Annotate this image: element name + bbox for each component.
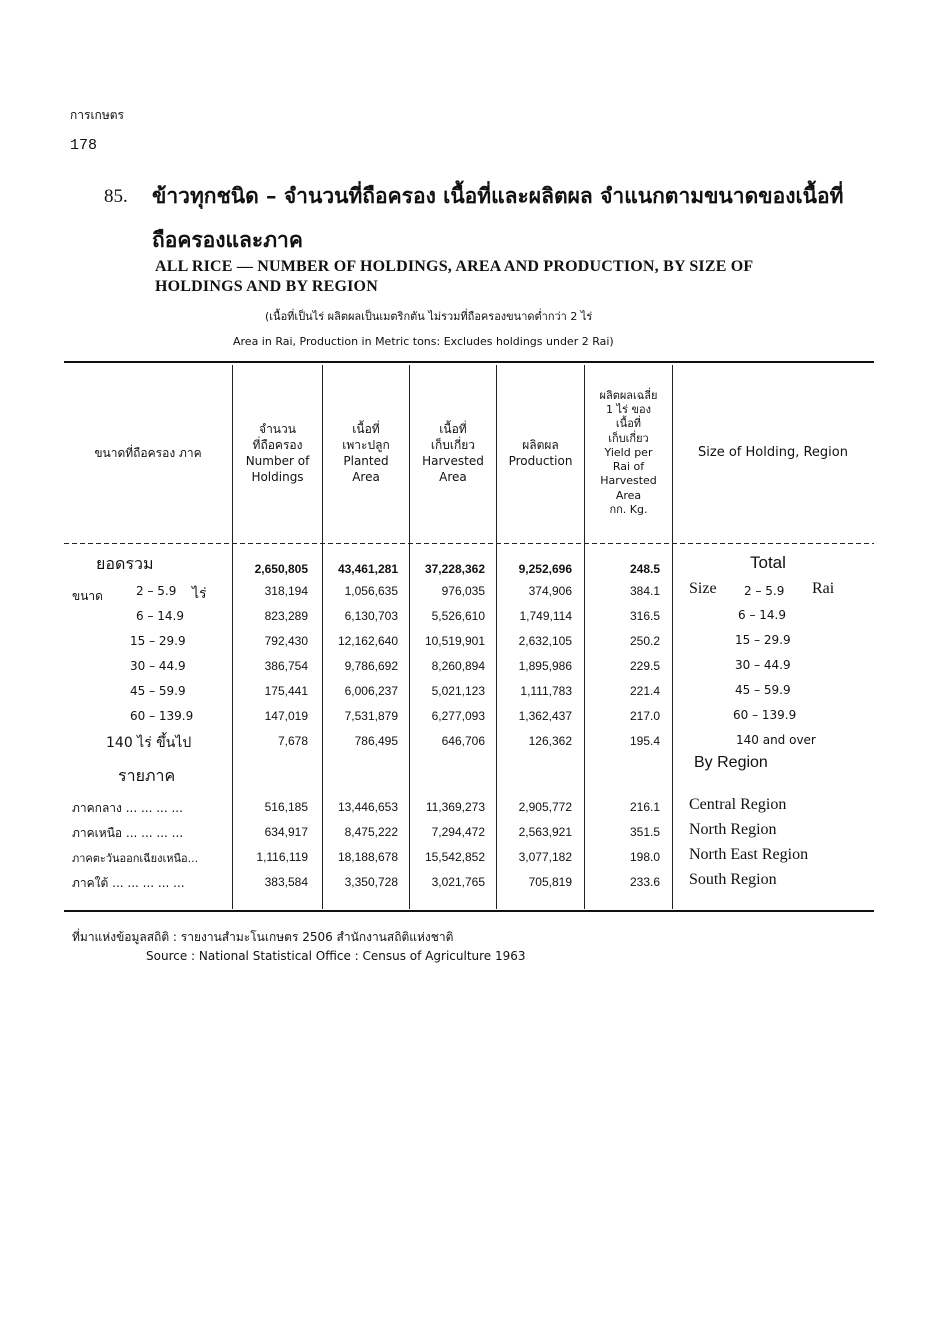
table-bottom-rule [64, 910, 874, 912]
page-number: 178 [70, 137, 98, 154]
region-planted: 18,188,678 [337, 850, 398, 864]
size-planted: 786,495 [354, 734, 398, 748]
size-prefix: ขนาด [72, 589, 103, 603]
size-production: 2,632,105 [518, 634, 572, 648]
table-top-rule [64, 361, 874, 363]
region-holdings: 383,584 [264, 875, 308, 889]
size-holdings: 7,678 [277, 734, 308, 748]
region-planted: 13,446,653 [337, 800, 398, 814]
size-en-label: 30 – 44.9 [735, 658, 791, 672]
size-yield: 195.4 [629, 734, 660, 748]
size-yield: 221.4 [629, 684, 660, 698]
region-en-label: South Region [689, 871, 777, 888]
size-holdings: 175,441 [264, 684, 308, 698]
size-harvested: 10,519,901 [424, 634, 485, 648]
title-thai-line1: ข้าวทุกชนิด – จำนวนที่ถือครอง เนื้อที่และผลิตผล จำแนกตามขนาดของเนื้อที่ [152, 183, 844, 208]
region-yield: 233.6 [629, 875, 660, 889]
size-production: 1,362,437 [518, 709, 572, 723]
region-production: 2,563,921 [518, 825, 572, 839]
total-label-thai: ยอดรวม [96, 554, 154, 573]
size-suffix: ไร่ [192, 586, 207, 602]
region-production: 705,819 [528, 875, 572, 889]
header-holdings: จำนวน ที่ถือครอง Number of Holdings [245, 421, 310, 485]
region-harvested: 3,021,765 [431, 875, 485, 889]
region-yield: 198.0 [629, 850, 660, 864]
region-planted: 3,350,728 [344, 875, 398, 889]
size-yield: 229.5 [629, 659, 660, 673]
region-label: ภาคตะวันออกเฉียงเหนือ... [72, 852, 199, 865]
region-holdings: 516,185 [264, 800, 308, 814]
size-label: 140 ไร่ ขึ้นไป [106, 735, 192, 751]
region-heading-thai: รายภาค [118, 766, 176, 785]
total-holdings: 2,650,805 [254, 562, 308, 576]
size-en-label: 2 – 5.9 [744, 584, 785, 598]
size-holdings: 823,289 [264, 609, 308, 623]
size-holdings: 386,754 [264, 659, 308, 673]
size-label: 60 – 139.9 [130, 709, 194, 723]
size-production: 1,111,783 [520, 684, 572, 698]
region-production: 3,077,182 [518, 850, 572, 864]
region-holdings: 1,116,119 [256, 850, 308, 864]
header-yield: ผลิตผลเฉลี่ย 1 ไร่ ของ เนื้อที่ เก็บเกี่ยว Yield per Rai of Harvested Area กก. Kg. [599, 388, 658, 517]
size-yield: 250.2 [629, 634, 660, 648]
region-label: ภาคใต้ ... ... ... ... ... [72, 876, 185, 890]
total-harvested: 37,228,362 [424, 562, 485, 576]
size-yield: 384.1 [629, 584, 660, 598]
region-en-label: North East Region [689, 846, 809, 863]
size-en-label: 140 and over [736, 733, 816, 747]
section-header: การเกษตร [70, 108, 124, 122]
region-en-label: Central Region [689, 796, 787, 813]
region-en-label: North Region [689, 821, 777, 838]
source-english: Source : National Statistical Office : Census of Agriculture 1963 [146, 949, 526, 963]
size-harvested: 6,277,093 [431, 709, 485, 723]
size-planted: 12,162,640 [337, 634, 398, 648]
size-yield: 316.5 [629, 609, 660, 623]
size-production: 126,362 [528, 734, 572, 748]
region-harvested: 11,369,273 [425, 800, 485, 814]
size-planted: 1,056,635 [344, 584, 398, 598]
size-planted: 6,130,703 [344, 609, 398, 623]
size-label: 6 – 14.9 [136, 609, 184, 623]
total-production: 9,252,696 [518, 562, 572, 576]
table-number: 85. [104, 186, 128, 207]
title-english-line1: ALL RICE — NUMBER OF HOLDINGS, AREA AND PRODUCTION, BY SIZE OF [155, 258, 754, 275]
size-holdings: 147,019 [264, 709, 308, 723]
size-holdings: 318,194 [264, 584, 308, 598]
size-harvested: 646,706 [441, 734, 485, 748]
size-en-label: 60 – 139.9 [733, 708, 797, 722]
region-planted: 8,475,222 [344, 825, 398, 839]
note-thai: (เนื้อที่เป็นไร่ ผลิตผลเป็นเมตริกตัน ไม่รวมที่ถือครองขนาดต่ำกว่า 2 ไร่ [265, 310, 593, 323]
region-holdings: 634,917 [264, 825, 308, 839]
total-planted: 43,461,281 [337, 562, 398, 576]
region-production: 2,905,772 [518, 800, 572, 814]
size-harvested: 8,260,894 [431, 659, 485, 673]
size-harvested: 976,035 [441, 584, 485, 598]
region-label: ภาคกลาง ... ... ... ... [72, 801, 183, 815]
size-yield: 217.0 [629, 709, 660, 723]
region-harvested: 7,294,472 [431, 825, 485, 839]
size-en-label: 15 – 29.9 [735, 633, 791, 647]
size-en-suffix: Rai [812, 580, 835, 597]
note-english: Area in Rai, Production in Metric tons: Excludes holdings under 2 Rai) [233, 335, 614, 348]
size-label: 15 – 29.9 [130, 634, 186, 648]
size-label: 45 – 59.9 [130, 684, 186, 698]
region-label: ภาคเหนือ ... ... ... ... [72, 826, 184, 840]
region-harvested: 15,542,852 [424, 850, 485, 864]
size-label: 30 – 44.9 [130, 659, 186, 673]
size-production: 374,906 [528, 584, 572, 598]
header-divider [64, 543, 874, 544]
title-thai-line2: ถือครองและภาค [152, 227, 303, 252]
total-yield: 248.5 [629, 562, 660, 576]
region-yield: 216.1 [629, 800, 660, 814]
header-label-english: Size of Holding, Region [698, 445, 848, 461]
total-label-english: Total [750, 553, 786, 572]
size-harvested: 5,526,610 [431, 609, 485, 623]
region-yield: 351.5 [629, 825, 660, 839]
source-thai: ที่มาแห่งข้อมูลสถิติ : รายงานสำมะโนเกษตร 2506 สำนักงานสถิติแห่งชาติ [72, 930, 454, 944]
header-planted-area: เนื้อที่ เพาะปลูก Planted Area [342, 421, 390, 485]
header-harvested-area: เนื้อที่ เก็บเกี่ยว Harvested Area [422, 421, 484, 485]
header-label-thai: ขนาดที่ถือครอง ภาค [94, 445, 202, 460]
size-production: 1,895,986 [518, 659, 572, 673]
size-planted: 9,786,692 [344, 659, 398, 673]
size-holdings: 792,430 [264, 634, 308, 648]
header-production: ผลิตผล Production [508, 437, 573, 468]
size-planted: 6,006,237 [344, 684, 398, 698]
size-harvested: 5,021,123 [431, 684, 485, 698]
title-english-line2: HOLDINGS AND BY REGION [155, 278, 378, 295]
size-en-label: 6 – 14.9 [738, 608, 786, 622]
size-label: 2 – 5.9 [136, 584, 177, 598]
size-planted: 7,531,879 [344, 709, 398, 723]
size-en-prefix: Size [689, 580, 717, 597]
size-production: 1,749,114 [519, 609, 572, 623]
region-heading-english: By Region [694, 754, 768, 771]
size-en-label: 45 – 59.9 [735, 683, 791, 697]
